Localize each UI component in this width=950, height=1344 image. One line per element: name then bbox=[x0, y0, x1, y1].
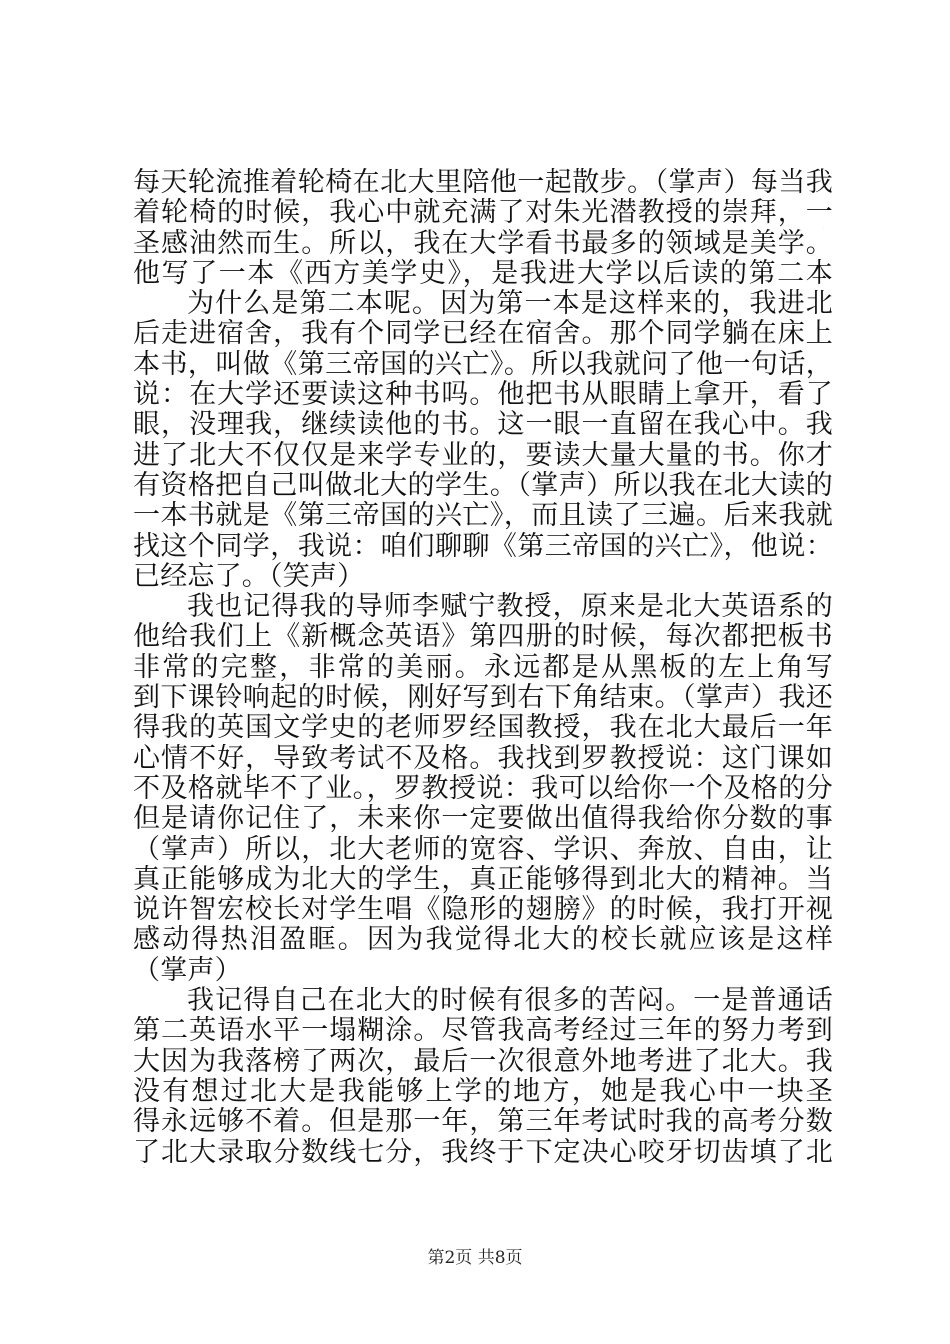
text-line: 但是请你记住了，未来你一定要做出值得我给你分数的事 bbox=[133, 804, 833, 835]
text-line: 说：在大学还要读这种书吗。他把书从眼睛上拿开，看了 bbox=[133, 380, 833, 411]
page-footer: 第2页 共8页 bbox=[427, 1248, 523, 1268]
text-line: 他给我们上《新概念英语》第四册的时候，每次都把板书 bbox=[133, 622, 833, 653]
text-line: 本书，叫做《第三帝国的兴亡》。所以我就问了他一句话， bbox=[133, 349, 833, 380]
text-line: 已经忘了。（笑声） bbox=[133, 560, 365, 592]
text-line: 我也记得我的导师李赋宁教授，原来是北大英语系的 bbox=[187, 592, 833, 623]
text-line: 到下课铃响起的时候，刚好写到右下角结束。（掌声）我还 bbox=[133, 683, 833, 714]
text-line: 后走进宿舍，我有个同学已经在宿舍。那个同学躺在床上 bbox=[133, 319, 833, 350]
text-line: 找这个同学，我说：咱们聊聊《第三帝国的兴亡》，他说： bbox=[133, 531, 833, 562]
text-line: （掌声）所以，北大老师的宽容、学识、奔放、自由，让 bbox=[133, 834, 833, 865]
text-line: 大因为我落榜了两次，最后一次很意外地考进了北大。我 bbox=[133, 1046, 833, 1077]
text-line: 第二英语水平一塌糊涂。尽管我高考经过三年的努力考到 bbox=[133, 1016, 833, 1047]
text-line: 他写了一本《西方美学史》，是我进大学以后读的第二本 bbox=[133, 258, 833, 289]
text-line: 了北大录取分数线七分，我终于下定决心咬牙切齿填了北 bbox=[133, 1137, 833, 1168]
text-line: 没有想过北大是我能够上学的地方，她是我心中一块圣 bbox=[133, 1076, 833, 1107]
text-line: 说许智宏校长对学生唱《隐形的翅膀》的时候，我打开视 bbox=[133, 895, 833, 926]
text-line: 得永远够不着。但是那一年，第三年考试时我的高考分数 bbox=[133, 1107, 833, 1138]
text-line: 得我的英国文学史的老师罗经国教授，我在北大最后一年 bbox=[133, 713, 833, 744]
text-line: 进了北大不仅仅是来学专业的，要读大量大量的书。你才 bbox=[133, 440, 833, 471]
text-line: 为什么是第二本呢。因为第一本是这样来的，我进北 bbox=[187, 289, 833, 320]
text-line: 眼，没理我，继续读他的书。这一眼一直留在我心中。我 bbox=[133, 410, 833, 441]
text-line: 我记得自己在北大的时候有很多的苦闷。一是普通话 bbox=[187, 986, 833, 1017]
text-line: 圣感油然而生。所以，我在大学看书最多的领域是美学。 bbox=[133, 228, 833, 259]
text-line: （掌声） bbox=[133, 954, 242, 986]
text-line: 有资格把自己叫做北大的学生。（掌声）所以我在北大读的 bbox=[133, 470, 833, 501]
text-line: 感动得热泪盈眶。因为我觉得北大的校长就应该是这样 bbox=[133, 925, 833, 956]
text-line: 非常的完整，非常的美丽。永远都是从黑板的左上角写 bbox=[133, 652, 833, 683]
text-line: 不及格就毕不了业。，罗教授说：我可以给你一个及格的分 bbox=[133, 773, 833, 804]
body-text bbox=[133, 168, 833, 1168]
text-line: 心情不好，导致考试不及格。我找到罗教授说：这门课如 bbox=[133, 743, 833, 774]
text-line: 一本书就是《第三帝国的兴亡》，而且读了三遍。后来我就 bbox=[133, 501, 833, 532]
text-line: 每天轮流推着轮椅在北大里陪他一起散步。（掌声）每当我 bbox=[133, 168, 833, 198]
text-line: 着轮椅的时候，我心中就充满了对朱光潜教授的崇拜，一 bbox=[133, 198, 833, 229]
text-line: 真正能够成为北大的学生，真正能够得到北大的精神。当 bbox=[133, 864, 833, 895]
